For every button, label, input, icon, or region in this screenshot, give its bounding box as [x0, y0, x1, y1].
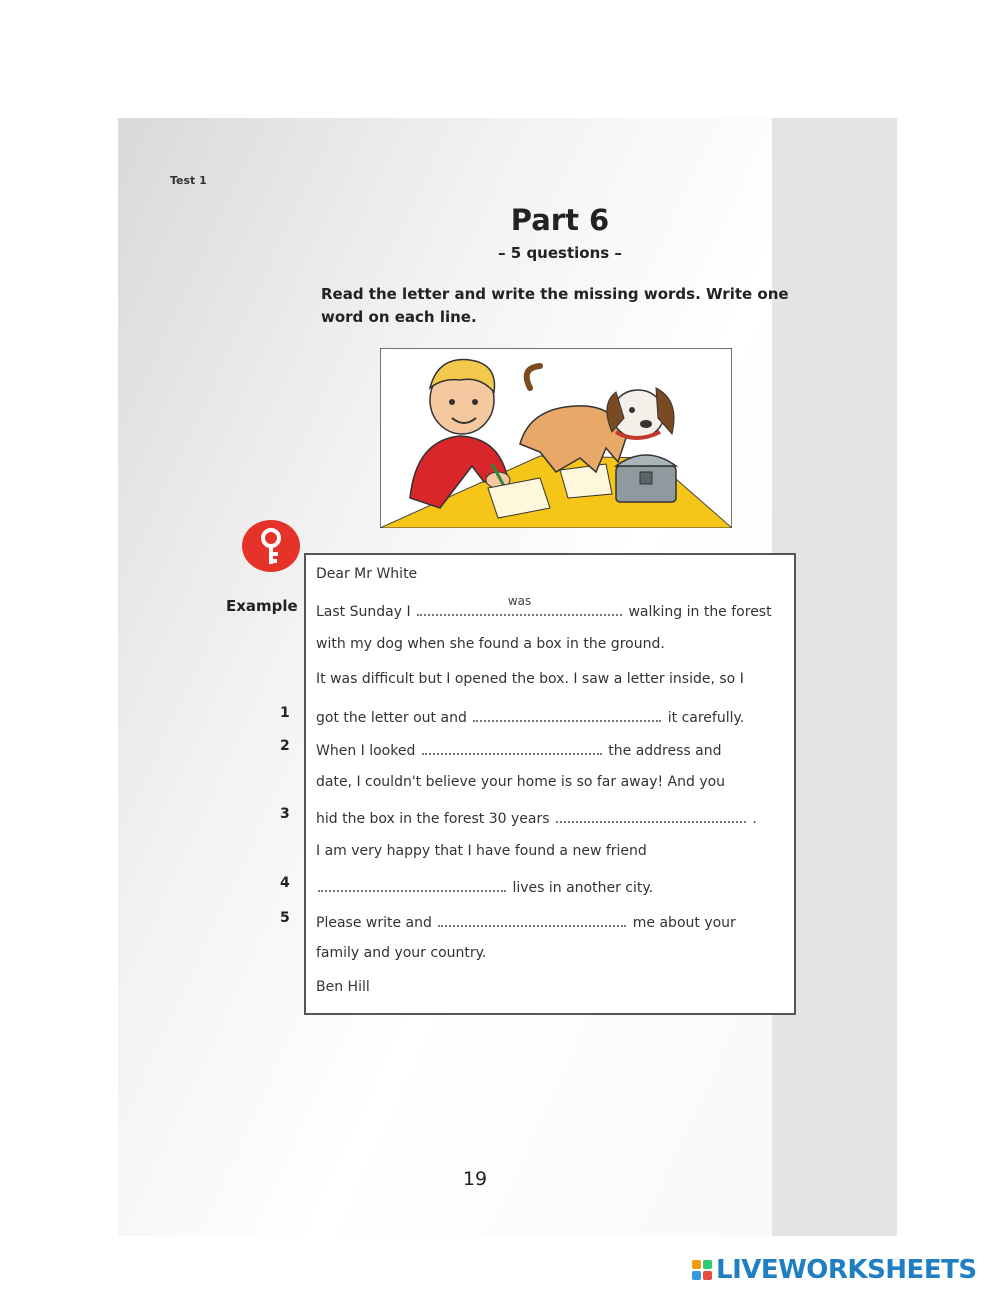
- letter-line-q5: [316, 911, 736, 931]
- line-text: Please write and: [316, 915, 432, 931]
- letter-signature: Ben Hill: [316, 979, 370, 995]
- answer-blank-4[interactable]: [318, 876, 506, 892]
- brand-name: LIVEWORKSHEETS: [716, 1255, 977, 1285]
- example-label: Example: [226, 597, 298, 615]
- example-answer-blank: [417, 594, 622, 616]
- key-icon: [242, 520, 300, 572]
- letter-line: I am very happy that I have found a new friend: [316, 843, 647, 859]
- line-text: .: [752, 811, 757, 827]
- page-number: 19: [462, 1168, 488, 1190]
- letter-line-q1: [316, 706, 744, 726]
- letter-line-example: [316, 594, 772, 620]
- part-title: Part 6: [510, 203, 610, 237]
- answer-blank-1[interactable]: [473, 706, 661, 722]
- liveworksheets-logo-icon: [692, 1260, 712, 1280]
- line-text: hid the box in the forest 30 years: [316, 811, 550, 827]
- question-number: 5: [280, 910, 290, 926]
- part-subtitle: – 5 questions –: [498, 244, 622, 262]
- letter-line-q2: [316, 739, 722, 759]
- letter-line: family and your country.: [316, 945, 487, 961]
- line-text: the address and: [608, 743, 722, 759]
- letter-line: It was difficult but I opened the box. I saw a letter inside, so I: [316, 671, 744, 687]
- liveworksheets-brand[interactable]: [692, 1255, 977, 1285]
- letter-line-q4: [316, 876, 653, 896]
- instructions: Read the letter and write the missing words. Write one word on each line.: [321, 285, 789, 326]
- test-label: Test 1: [170, 174, 207, 187]
- line-text: When I looked: [316, 743, 416, 759]
- letter-greeting: Dear Mr White: [316, 566, 418, 582]
- question-number: 2: [280, 738, 290, 754]
- example-answer: was: [507, 594, 532, 608]
- line-text: it carefully.: [667, 710, 745, 726]
- line-text: got the letter out and: [316, 710, 467, 726]
- key-badge: [242, 520, 300, 572]
- answer-blank-3[interactable]: [556, 807, 746, 823]
- line-text: lives in another city.: [512, 880, 654, 896]
- question-number: 4: [280, 875, 290, 891]
- boy-dog-illustration: [380, 348, 732, 528]
- question-number: 3: [280, 806, 290, 822]
- answer-blank-5[interactable]: [438, 911, 626, 927]
- question-number: 1: [280, 705, 290, 721]
- line-text: Last Sunday I: [316, 604, 411, 620]
- answer-blank-2[interactable]: [422, 739, 602, 755]
- line-text: walking in the forest: [628, 604, 772, 620]
- letter-line-q3: [316, 807, 757, 827]
- line-text: me about your: [632, 915, 736, 931]
- letter-line: date, I couldn't believe your home is so far away! And you: [316, 774, 726, 790]
- letter-line: with my dog when she found a box in the ground.: [316, 636, 665, 652]
